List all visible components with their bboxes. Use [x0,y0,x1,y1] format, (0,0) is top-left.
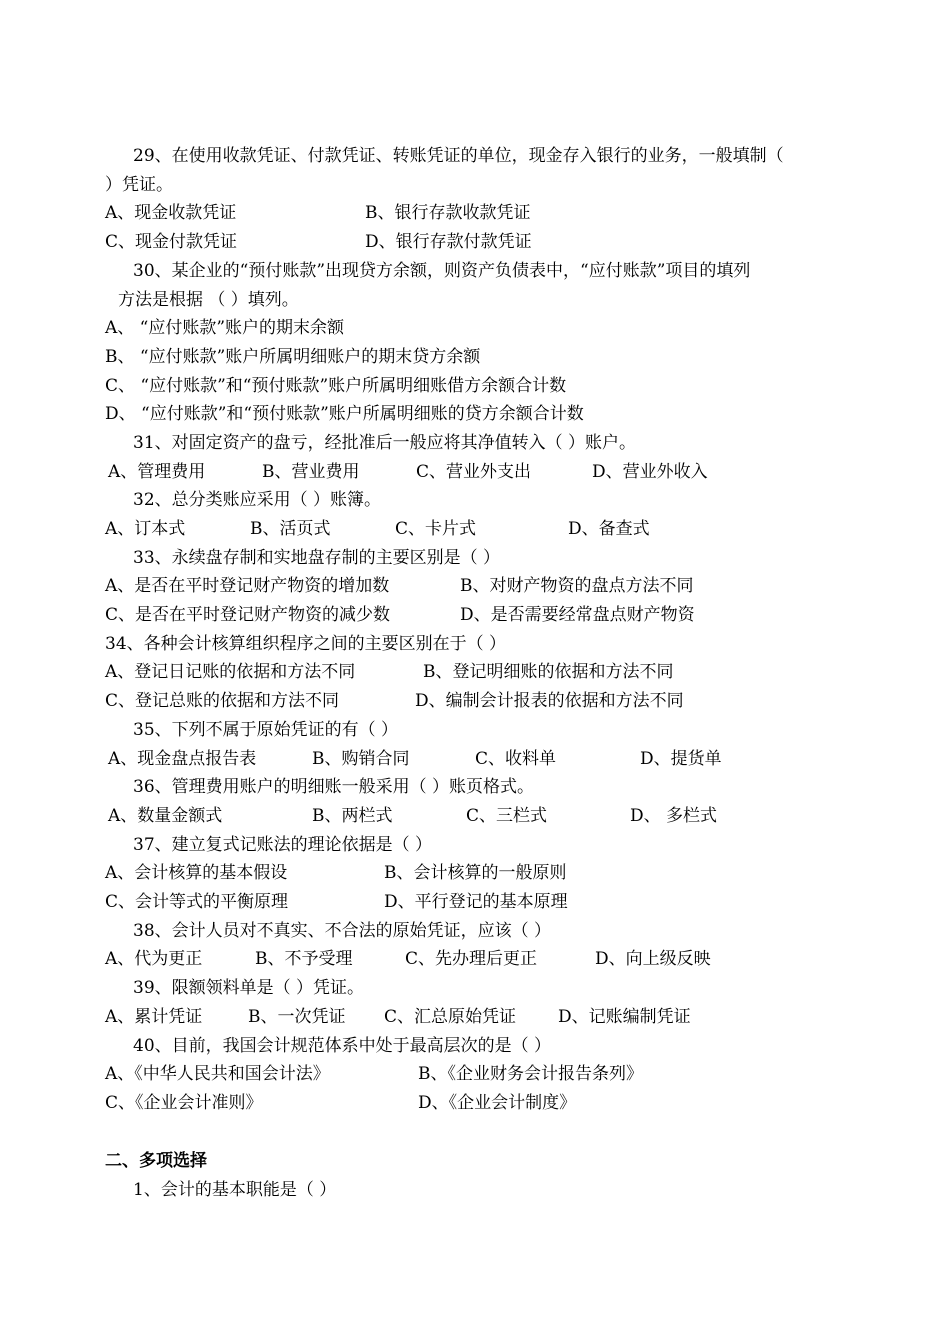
question-34: 34、各种会计核算组织程序之间的主要区别在于（ ） [105,634,507,654]
question-29-cont: ）凭证。 [105,175,173,195]
question-1: 1、会计的基本职能是（ ） [133,1180,337,1200]
option-c: C、 “应付账款”和“预付账款”账户所属明细账借方余额合计数 [105,376,567,396]
option-d: D、《企业会计制度》 [418,1093,577,1113]
option-c: C、是否在平时登记财产物资的减少数 [105,605,391,625]
option-a: A、订本式 [105,519,186,539]
option-c: C、三栏式 [466,806,548,826]
option-c: C、收料单 [475,749,557,769]
question-35: 35、下列不属于原始凭证的有（ ） [133,720,399,740]
option-b: B、对财产物资的盘点方法不同 [460,576,694,596]
question-29: 29、在使用收款凭证、付款凭证、转账凭证的单位，现金存入银行的业务，一般填制（ [133,146,784,166]
question-33: 33、永续盘存制和实地盘存制的主要区别是（ ） [133,548,501,568]
option-d: D、编制会计报表的依据和方法不同 [415,691,684,711]
option-a: A、登记日记账的依据和方法不同 [105,662,356,682]
option-d: D、向上级反映 [595,949,711,969]
option-c: C、现金付款凭证 [105,232,238,252]
option-c: C、会计等式的平衡原理 [105,892,289,912]
option-a: A、《中华人民共和国会计法》 [105,1064,330,1084]
option-b: B、登记明细账的依据和方法不同 [423,662,674,682]
option-c: C、《企业会计准则》 [105,1093,263,1113]
option-a: A、现金收款凭证 [105,203,237,223]
option-b: B、银行存款收款凭证 [365,203,531,223]
question-37: 37、建立复式记账法的理论依据是（ ） [133,835,433,855]
question-38: 38、会计人员对不真实、不合法的原始凭证，应该（ ） [133,921,552,941]
option-b: B、会计核算的一般原则 [384,863,567,883]
question-30: 30、某企业的“预付账款”出现贷方余额，则资产负债表中，“应付账款”项目的填列 [133,261,751,281]
option-a: A、现金盘点报告表 [108,749,257,769]
option-b: B、不予受理 [255,949,353,969]
section-heading: 二、多项选择 [105,1151,207,1171]
option-c: C、汇总原始凭证 [384,1007,517,1027]
option-d: D、银行存款付款凭证 [365,232,532,252]
option-a: A、 “应付账款”账户的期末余额 [105,318,345,338]
option-a: A、代为更正 [105,949,203,969]
option-c: C、登记总账的依据和方法不同 [105,691,340,711]
option-a: A、管理费用 [108,462,206,482]
option-b: B、一次凭证 [248,1007,346,1027]
option-b: B、购销合同 [312,749,410,769]
option-a: A、会计核算的基本假设 [105,863,288,883]
question-31: 31、对固定资产的盘亏，经批准后一般应将其净值转入（ ）账户。 [133,433,637,453]
option-b: B、活页式 [250,519,331,539]
option-d: D、 “应付账款”和“预付账款”账户所属明细账的贷方余额合计数 [105,404,584,424]
option-a: A、数量金额式 [108,806,223,826]
option-b: B、两栏式 [312,806,393,826]
option-d: D、提货单 [640,749,722,769]
option-c: C、先办理后更正 [405,949,538,969]
option-a: A、是否在平时登记财产物资的增加数 [105,576,390,596]
option-a: A、累计凭证 [105,1007,203,1027]
question-32: 32、总分类账应采用（ ）账簿。 [133,490,382,510]
option-b: B、营业费用 [262,462,360,482]
question-36: 36、管理费用账户的明细账一般采用（ ）账页格式。 [133,777,535,797]
option-c: C、营业外支出 [416,462,532,482]
option-b: B、《企业财务会计报告条列》 [418,1064,643,1084]
option-d: D、是否需要经常盘点财产物资 [460,605,695,625]
question-39: 39、限额领料单是（ ）凭证。 [133,978,365,998]
question-30-cont: 方法是根据 （ ）填列。 [118,290,299,310]
option-d: D、记账编制凭证 [558,1007,691,1027]
option-d: D、 多栏式 [630,806,718,826]
question-40: 40、目前，我国会计规范体系中处于最高层次的是（ ） [133,1036,552,1056]
option-d: D、平行登记的基本原理 [384,892,568,912]
option-d: D、营业外收入 [592,462,708,482]
option-c: C、卡片式 [395,519,477,539]
option-b: B、 “应付账款”账户所属明细账户的期末贷方余额 [105,347,481,367]
option-d: D、备查式 [568,519,650,539]
